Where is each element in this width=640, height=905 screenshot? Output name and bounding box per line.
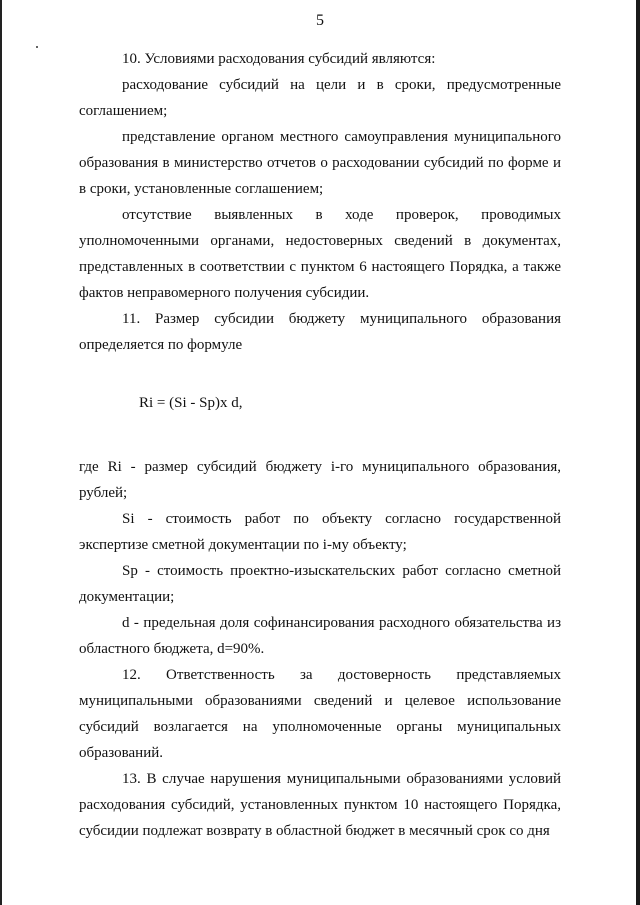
condition-2: представление органом местного самоуправления муниципального образования в министерство отчетов о расходовании субсидий по форме и в сроки, установленные соглашением; <box>79 129 561 197</box>
paragraph-13: 13. В случае нарушения муниципальными образованиями условий расходования субсидий, установленных пунктом 10 настоящего Порядка, субсидии подлежат возврату в областной бюджет в месячный срок со дня <box>79 771 561 839</box>
scan-speck <box>36 46 38 48</box>
definition-d: d - предельная доля софинансирования расходного обязательства из областного бюджета, d=90%. <box>79 615 561 657</box>
definition-sp: Sp - стоимость проектно-изыскательских работ согласно сметной документации; <box>79 563 561 605</box>
paragraph-10: 10. Условиями расходования субсидий являются: <box>122 51 436 67</box>
definition-si: Si - стоимость работ по объекту согласно государственной экспертизе сметной документации по i-му объекту; <box>79 511 561 553</box>
paragraph-11: 11. Размер субсидии бюджету муниципального образования определяется по формуле <box>79 311 561 353</box>
page-number: 5 <box>316 12 324 29</box>
document-body <box>79 46 561 844</box>
paragraph-12: 12. Ответственность за достоверность представляемых муниципальными образованиями сведений и целевое использование субсидий возлагается на уполномоченные органы муниципальных образований. <box>79 667 561 761</box>
scan-right-edge <box>636 0 640 905</box>
subsidy-formula: Ri = (Si - Sp)x d, <box>139 395 243 411</box>
condition-1: расходование субсидий на цели и в сроки, предусмотренные соглашением; <box>79 77 561 119</box>
condition-3: отсутствие выявленных в ходе проверок, проводимых уполномоченными органами, недостоверных сведений в документах, представленных в соответствии с пунктом 6 настоящего Порядка, а также фактов неправомерного получения субсидии. <box>79 207 561 301</box>
scan-left-edge <box>0 0 2 905</box>
definition-ri: где Ri - размер субсидий бюджету i-го муниципального образования, рублей; <box>79 459 561 501</box>
